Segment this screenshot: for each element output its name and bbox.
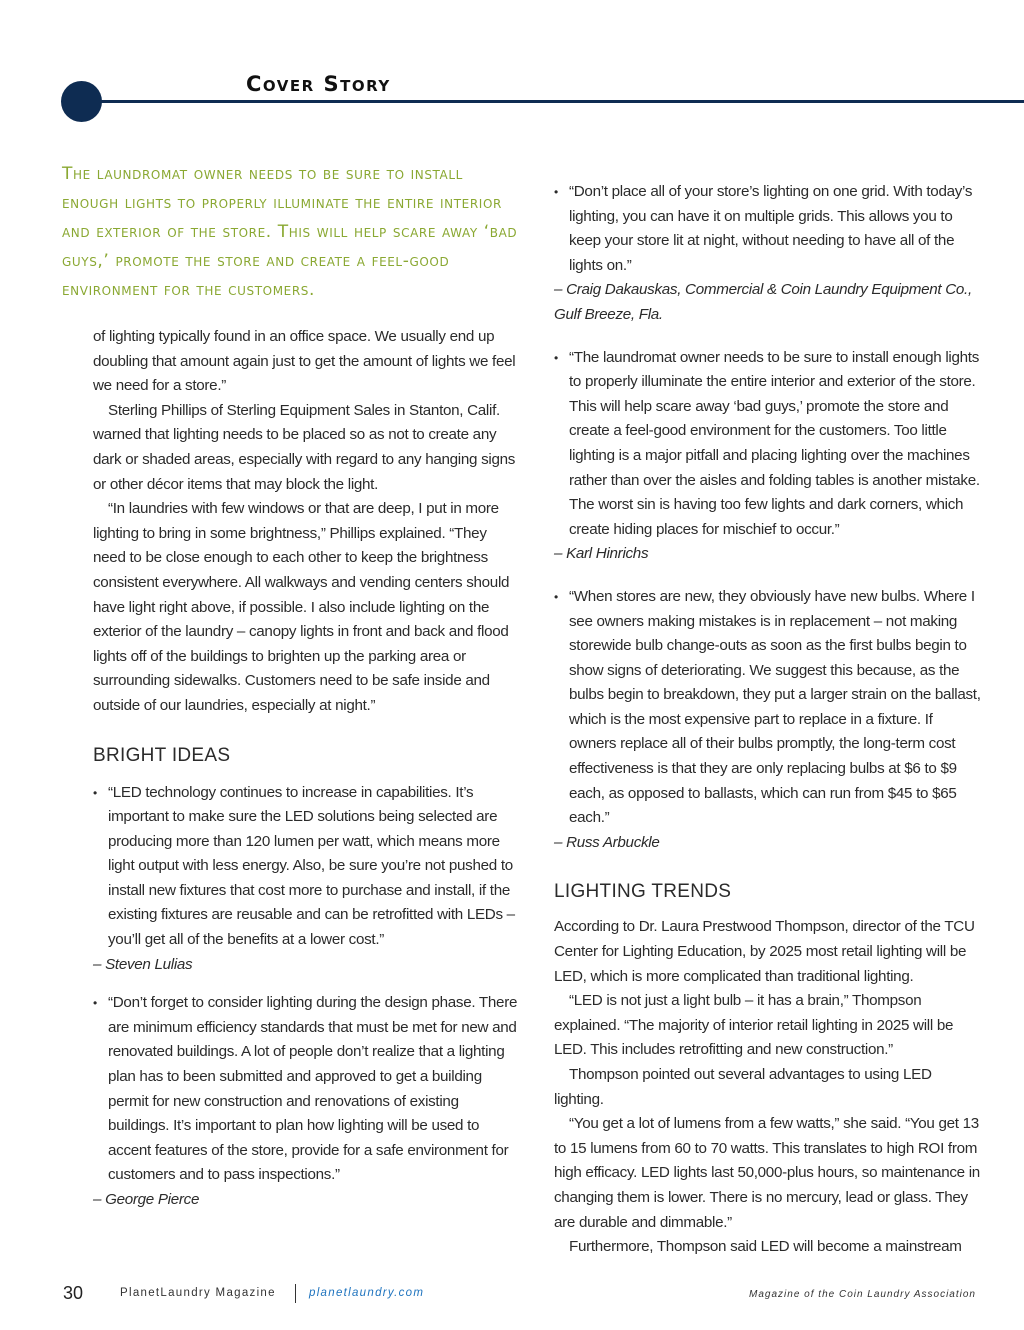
quote-text: • “Don’t place all of your store’s lighting on one grid. With today’s lighting, you can have it on multiple grids. This allows you to keep your store lit at night, without needing to have all of the lights on.” [569,183,973,274]
paragraph: Furthermore, Thompson said LED will become a mainstream [569,1238,962,1256]
magazine-name: PlanetLaundry Magazine [120,1287,276,1299]
left-column [62,160,520,1213]
section-heading-bright-ideas: BRIGHT IDEAS [93,744,231,766]
paragraph: “In laundries with few windows or that are deep, I put in more lighting to bring in some brightness,” Phillips explained. “They need to be close enough to each other to keep the brightness consistent everywhere. All walkways and vending centers should have light right above, if possible. I also include lighting on the exterior of the laundry – canopy lights in front and back and flood lights off of the buildings to brighten up the parking area or surrounding sidewalks. Customers need to be safe inside and outside of our laundries, especially at night.” [93,500,510,714]
paragraph: According to Dr. Laura Prestwood Thompson, director of the TCU Center for Lighting Education, by 2025 most retail lighting will be LED, which is more complicated than traditional lighting. [554,918,975,985]
page-number: 30 [63,1283,84,1303]
quote-attribution: – Russ Arbuckle [554,833,660,851]
quote-text: • “Don’t forget to consider lighting during the design phase. There are minimum efficiency standards that must be met for new and renovated buildings. A lot of people don’t realize that a lighting plan has to been submitted and approved to get a building permit for new construction and renovations of existing buildings. It’s important to plan how lighting will be used to accent features of the store, provide for a safe environment for customers and to pass inspections.” [108,994,518,1184]
bullet-quote [554,585,982,856]
quote-attribution: – Karl Hinrichs [554,545,649,563]
footer-divider [295,1284,296,1303]
quote-text: • “When stores are new, they obviously have new bulbs. Where I see owners making mistakes is in replacement – not making storewide bulb change-outs as soon as the first bulbs begin to show signs of deteriorating. We suggest this because, as the bulbs begin to breakdown, they put a larger strain on the ballast, which is the most expensive part to replace in a fixture. If owners replace all of their bulbs promptly, the long-term cost effectiveness is that they are only replacing bulbs at $6 to $9 each, as opposed to ballasts, which can run from $45 to $65 each.” [569,587,981,827]
footer [0,1283,1024,1307]
header-dot [61,81,102,122]
pullquote: The laundromat owner needs to be sure to install enough lights to properly illuminate the entire interior and exterior of the store. This will help scare away ‘bad guys,’ promote the store and create a feel-good environment for the customers. [62,164,518,300]
bullet-quote [93,991,520,1212]
quote-attribution: – Craig Dakauskas, Commercial & Coin Laundry Equipment Co., Gulf Breeze, Fla. [554,281,972,323]
quote-text: • “LED technology continues to increase in capabilities. It’s important to make sure the LED solutions being selected are producing more than 120 lumen per watt, which means more light output with less energy. Also, be sure you’re not pushed to install new fixtures that cost more to purchase and install, if the existing fixtures are reusable and can be retrofitted with LEDs – you’ll get all of the benefits at a lower cost.” [108,783,515,949]
bullet-quote [554,346,982,567]
bullet-quote [93,781,520,978]
association-tagline: Magazine of the Coin Laundry Association [749,1289,976,1300]
quote-attribution: – George Pierce [93,1191,200,1208]
bullet-quote [554,180,982,328]
paragraph: Thompson pointed out several advantages to using LED lighting. [554,1066,932,1108]
header-rule [82,100,1024,103]
section-label: Cover Story [246,72,391,96]
right-column [554,180,982,1260]
quote-attribution: – Steven Lulias [93,955,193,973]
paragraph: of lighting typically found in an office space. We usually end up doubling that amount again just to get the amount of lights we feel we need for a store.” [93,328,516,395]
paragraph: “LED is not just a light bulb – it has a brain,” Thompson explained. “The majority of interior retail lighting in 2025 will be LED. This includes retrofitting and new construction.” [554,992,954,1059]
magazine-url-link[interactable]: planetlaundry.com [309,1287,425,1299]
right-body [554,180,982,1260]
section-heading-lighting-trends: LIGHTING TRENDS [554,881,732,903]
quote-text: • “The laundromat owner needs to be sure to install enough lights to properly illuminate the entire interior and exterior of the store. This will help scare away ‘bad guys,’ promote the store and create a feel-good environment for the customers. Too little lighting is a major pitfall and placing lighting over the machines rather than over the aisles and folding tables is another mistake. The worst sin is having too few lights and dark corners, which create hiding places for mischief to occur.” [569,348,980,538]
paragraph: “You get a lot of lumens from a few watts,” she said. “You get 13 to 15 lumens from 60 to 70 watts. This translates to high ROI from high efficacy. LED lights last 50,000-plus hours, so maintenance in changing them is lower. There is no mercury, lead or glass. They are durable and dimmable.” [554,1115,980,1231]
paragraph: Sterling Phillips of Sterling Equipment Sales in Stanton, Calif. warned that lighting needs to be placed so as not to create any dark or shaded areas, especially with regard to any hanging signs or other décor items that may block the light. [93,401,516,493]
left-body [62,325,520,1213]
